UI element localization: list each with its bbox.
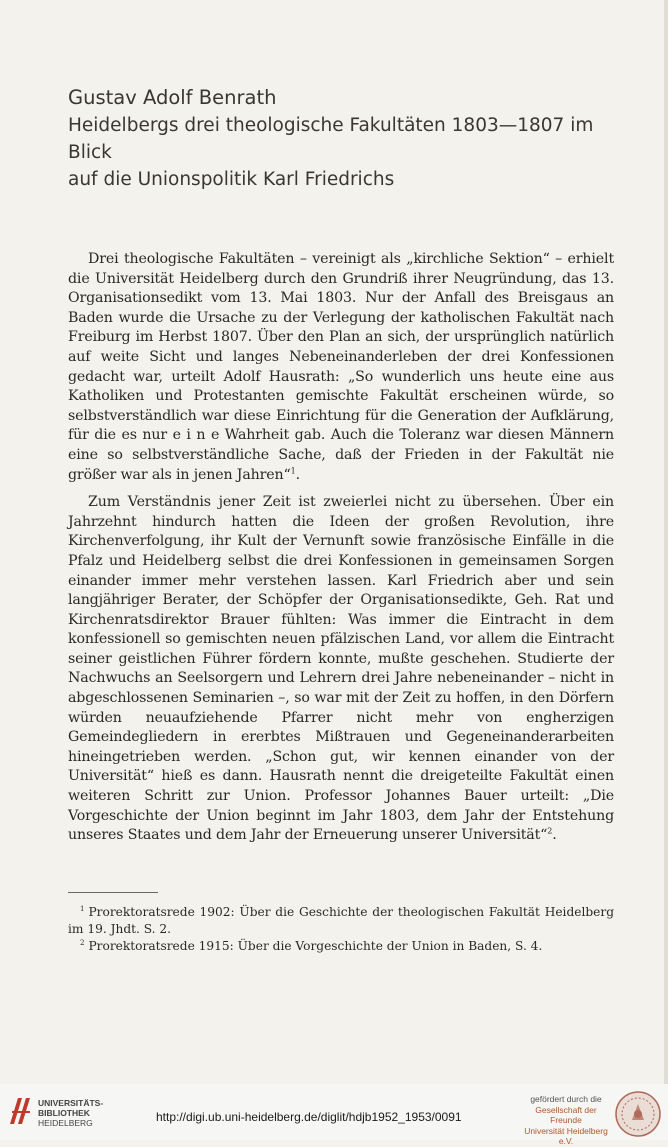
paragraph-1-end: . (295, 466, 300, 483)
footnote-text: Prorektoratsrede 1902: Über die Geschichte der theologischen Fakultät Heidelberg im 19. Jhdt. S. 2. (68, 905, 614, 936)
university-seal-icon (614, 1090, 662, 1138)
footnote-divider (68, 892, 158, 893)
footnote-ref-1: 1 (290, 465, 296, 475)
university-library-logo-icon (8, 1094, 34, 1128)
digitization-footer (0, 1084, 668, 1146)
sponsor-block (520, 1094, 612, 1147)
library-name-line-1: UNIVERSITÄTS- (38, 1098, 104, 1108)
sponsor-label: gefördert durch die (530, 1094, 602, 1104)
footnote-number: 1 (80, 904, 85, 913)
sponsor-name-line-2: Universität Heidelberg e.V. (524, 1125, 608, 1146)
page-edge (664, 0, 668, 1140)
footnote-2 (68, 938, 614, 955)
author-name: Gustav Adolf Benrath (68, 86, 277, 109)
paragraph-2-text: Zum Verständnis jener Zeit ist zweierlei nicht zu übersehen. Über ein Jahrzehnt hindurch hatten die Ideen der großen Revolution, ihre Kirchenverfolgung, ihr Kult der Vernunft sowie französische Einfälle in die Pfalz und Heidelberg selbst die drei Konfessionen in gemeinsamen Sorgen einander immer mehr verstehen lassen. Karl Friedrich aber und sein langjähriger Berater, der Schöpfer der Organisationsedikte, Geh. Rat und Kirchenratsdirektor Brauer fühlten: Was immer die Eintracht in dem konfessionell so gemischten neuen pfälzischen Land, vor allem die Eintracht seiner geistlichen Führer fördern konnte, mußte geschehen. Studierte der Nachwuchs an Seelsorgern und Lehrern drei Jahre nebeneinander – nicht in abgeschlossenen Seminarien –, so war mit der Zeit zu hoffen, in den Dörfern würden neuaufziehende Pfarrer nicht mehr von engherzigen Gemeindegliedern in ererbtes Mißtrauen und Gegeneinanderarbeiten hineingetrieben werden. „Schon gut, wir kennen einander von der Universität“ hieß es dann. Hausrath nennt die dreigeteilte Fakultät einen weiteren Schritt zur Union. Professor Johannes Bauer urteilt: „Die Vorgeschichte der Union beginnt im Jahr 1803, dem Jahr der Entstehung unseres Staates und dem Jahr der Erneuerung unserer Universität“ (68, 494, 614, 844)
footnotes (68, 904, 614, 955)
library-name (38, 1098, 103, 1128)
sponsor-name-line-1: Gesellschaft der Freunde (535, 1104, 597, 1125)
paragraph-2-end: . (552, 827, 557, 844)
article-title-line-2: auf die Unionspolitik Karl Friedrichs (68, 169, 395, 190)
library-name-line-2: BIBLIOTHEK (38, 1108, 90, 1118)
footnote-number: 2 (80, 938, 85, 947)
paragraph-1-text: Drei theologische Fakultäten – vereinigt als „kirchliche Sektion“ – erhielt die Universität Heidelberg durch den Grundriß ihrer Neugründung, das 13. Organisationsedikt vom 13. Mai 1803. Nur der Anfall des Breisgaus an Baden wurde die Ursache zu der Verlegung der katholischen Fakultät nach Freiburg im Herbst 1807. Über den Plan an sich, der ursprünglich natürlich auf weite Sicht und langes Nebeneinanderleben der drei Konfessionen gedacht war, urteilt Adolf Hausrath: „So wunderlich uns heute eine aus Katholiken und Protestanten gemischte Fakultät erscheinen würde, so selbstverständlich war diese Einrichtung für die Generation der Aufklärung, für die es nur e i n e Wahrheit gab. Auch die Toleranz war diesen Männern eine so selbstverständliche Sache, daß der Frieden in der Fakultät nie größer war als in jenen Jahren“ (68, 251, 614, 483)
paragraph-1 (68, 250, 614, 485)
paragraph-2 (68, 493, 614, 846)
footnote-ref-2: 2 (547, 826, 553, 836)
article-title-line-1: Heidelbergs drei theologische Fakultäten 1803—1807 im Blick (68, 115, 594, 163)
footnote-1 (68, 904, 614, 938)
library-name-line-3: HEIDELBERG (38, 1118, 93, 1128)
article-header (68, 84, 628, 193)
permalink-url[interactable]: http://digi.ub.uni-heidelberg.de/diglit/hdjb1952_1953/0091 (156, 1110, 462, 1124)
footnote-text: Prorektoratsrede 1915: Über die Vorgeschichte der Union in Baden, S. 4. (88, 939, 543, 953)
article-body (68, 250, 614, 846)
